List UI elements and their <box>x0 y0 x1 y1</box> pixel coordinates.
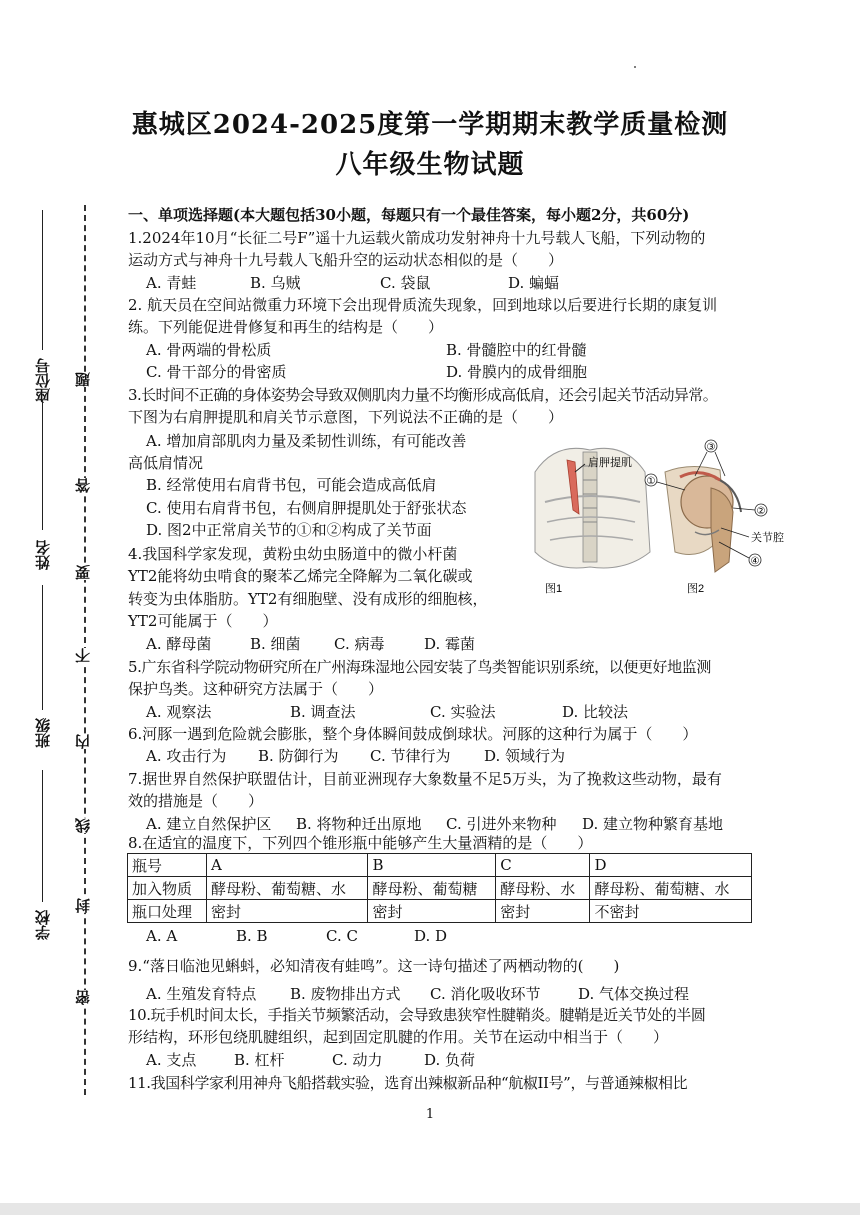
seal-word: 答 <box>74 478 96 493</box>
table-cell: 瓶号 <box>128 854 207 877</box>
shoulder-diagram <box>515 432 795 602</box>
name-label: 姓名 <box>34 540 52 570</box>
seal-word: 线 <box>74 818 96 833</box>
seal-word: 题 <box>74 372 96 387</box>
q6-option-c: C. 节律行为 <box>370 747 451 765</box>
fig1-caption: 图1 <box>545 583 563 595</box>
q2-text: 2. 航天员在空间站微重力环境下会出现骨质流失现象，回到地球以后要进行长期的康复训 <box>128 296 718 314</box>
class-field[interactable] <box>42 585 43 710</box>
seal-word: 密 <box>74 990 96 1005</box>
table-cell: 酵母粉、水 <box>496 877 590 900</box>
seal-word: 要 <box>74 565 96 580</box>
q9-option-d: D. 气体交换过程 <box>578 985 690 1003</box>
q3-option-a: A. 增加肩部肌肉力量及柔韧性训练，有可能改善 <box>146 432 467 450</box>
q3-option-c: C. 使用右肩背书包，右侧肩胛提肌处于舒张状态 <box>146 499 467 517</box>
q8-table <box>127 853 752 923</box>
table-cell: 密封 <box>207 900 368 923</box>
fig2-mark-2: ② <box>756 506 766 517</box>
table-row <box>128 877 752 900</box>
q8-option-b: B. B <box>236 927 268 945</box>
q3-option-a-cont: 高低肩情况 <box>128 454 204 472</box>
exam-title: 惠城区2024-2025度第一学期期末教学质量检测 <box>131 110 729 140</box>
q5-option-b: B. 调查法 <box>290 703 356 721</box>
q4-text: YT2可能属于（ ） <box>128 612 278 630</box>
q5-text: 保护鸟类。这种研究方法属于（ ） <box>128 680 384 698</box>
table-row <box>128 900 752 923</box>
fig2-mark-1: ① <box>646 476 656 487</box>
fig2-cavity-label: 关节腔 <box>751 532 784 544</box>
q9-option-b: B. 废物排出方式 <box>290 985 401 1003</box>
class-label: 班级 <box>34 718 52 748</box>
q3-option-b: B. 经常使用右肩背书包，可能会造成高低肩 <box>146 476 437 494</box>
table-cell: 瓶口处理 <box>128 900 207 923</box>
fig2-mark-3: ③ <box>706 442 716 453</box>
q2-option-b: B. 骨髓腔中的红骨髓 <box>446 341 587 359</box>
q8-option-a: A. A <box>146 927 178 945</box>
table-cell: 酵母粉、葡萄糖 <box>368 877 496 900</box>
exam-subtitle: 八年级生物试题 <box>335 150 525 180</box>
q9-text: 9.“落日临池见蝌蚪，必知清夜有蛙鸣”。这一诗句描述了两栖动物的( ) <box>128 957 620 975</box>
q9-option-c: C. 消化吸收环节 <box>430 985 541 1003</box>
table-cell: 密封 <box>496 900 590 923</box>
q10-option-c: C. 动力 <box>332 1051 383 1069</box>
q3-figure <box>515 432 795 602</box>
q2-text: 练。下列能促进骨修复和再生的结构是（ ） <box>128 318 444 336</box>
q11-text: 11.我国科学家利用神舟飞船搭载实验，选育出辣椒新品种“航椒II号”，与普通辣椒相比 <box>128 1074 688 1092</box>
q1-option-b: B. 乌贼 <box>250 274 301 292</box>
q6-option-b: B. 防御行为 <box>258 747 339 765</box>
q7-option-d: D. 建立物种繁育基地 <box>582 815 724 833</box>
table-cell: A <box>207 854 368 877</box>
q6-text: 6.河豚一遇到危险就会膨胀，整个身体瞬间鼓成倒球状。河豚的这种行为属于（ ） <box>128 725 698 743</box>
q4-text: YT2能将幼虫啃食的聚苯乙烯完全降解为二氧化碳或 <box>128 567 473 585</box>
q5-option-a: A. 观察法 <box>146 703 212 721</box>
page-number: 1 <box>425 1107 435 1122</box>
name-field[interactable] <box>42 400 43 530</box>
q5-option-c: C. 实验法 <box>430 703 496 721</box>
seal-word: 封 <box>74 898 96 913</box>
q5-text: 5.广东省科学院动物研究所在广州海珠湿地公园安装了鸟类智能识别系统，以便更好地监测 <box>128 658 711 676</box>
figure2-joint <box>665 466 741 572</box>
table-cell: B <box>368 854 496 877</box>
fig2-mark-4: ④ <box>750 556 760 567</box>
q1-option-d: D. 蝙蝠 <box>508 274 560 292</box>
q9-option-a: A. 生殖发育特点 <box>146 985 257 1003</box>
seal-word: 不 <box>74 648 96 663</box>
q3-text: 3.长时间不正确的身体姿势会导致双侧肌肉力量不均衡形成高低肩，还会引起关节活动异常。 <box>128 386 718 404</box>
q4-option-b: B. 细菌 <box>250 635 301 653</box>
q8-text: 8.在适宜的温度下，下列四个锥形瓶中能够产生大量酒精的是（ ） <box>128 834 593 852</box>
scan-dot <box>634 66 636 68</box>
fig2-caption: 图2 <box>687 583 705 595</box>
q10-option-b: B. 杠杆 <box>234 1051 285 1069</box>
q7-option-a: A. 建立自然保护区 <box>146 815 272 833</box>
table-cell: 酵母粉、葡萄糖、水 <box>207 877 368 900</box>
q4-text: 转变为虫体脂肪。YT2有细胞壁、没有成形的细胞核， <box>128 590 488 608</box>
q5-option-d: D. 比较法 <box>562 703 629 721</box>
fig1-muscle-label: 肩胛提肌 <box>588 457 632 469</box>
school-label: 学校 <box>34 910 52 940</box>
q10-option-a: A. 支点 <box>146 1051 197 1069</box>
table-cell: C <box>496 854 590 877</box>
scan-bottom-bar <box>0 1203 860 1215</box>
table-cell: 密封 <box>368 900 496 923</box>
q4-option-a: A. 酵母菌 <box>146 635 212 653</box>
table-cell: 不密封 <box>590 900 752 923</box>
q2-option-a: A. 骨两端的骨松质 <box>146 341 272 359</box>
table-row <box>128 854 752 877</box>
q2-option-c: C. 骨干部分的骨密质 <box>146 363 287 381</box>
q7-option-c: C. 引进外来物种 <box>446 815 557 833</box>
q1-text: 运动方式与神舟十九号载人飞船升空的运动状态相似的是（ ） <box>128 251 564 269</box>
q10-text: 10.玩手机时间太长，手指关节频繁活动，会导致患狭窄性腱鞘炎。腱鞘是近关节处的半圆 <box>128 1006 706 1024</box>
q8-option-d: D. D <box>414 927 448 945</box>
table-cell: 加入物质 <box>128 877 207 900</box>
q4-text: 4.我国科学家发现，黄粉虫幼虫肠道中的微小杆菌 <box>128 545 458 563</box>
q4-option-c: C. 病毒 <box>334 635 385 653</box>
table-cell: D <box>590 854 752 877</box>
section-heading: 一、单项选择题(本大题包括30小题，每题只有一个最佳答案，每小题2分，共60分) <box>128 206 690 224</box>
table-cell: 酵母粉、葡萄糖、水 <box>590 877 752 900</box>
school-field[interactable] <box>42 770 43 902</box>
q1-option-a: A. 青蛙 <box>146 274 197 292</box>
q3-option-d: D. 图2中正常肩关节的①和②构成了关节面 <box>146 521 432 539</box>
q3-text: 下图为右肩胛提肌和肩关节示意图，下列说法不正确的是（ ） <box>128 408 564 426</box>
q8-option-c: C. C <box>326 927 358 945</box>
q6-option-d: D. 领域行为 <box>484 747 566 765</box>
q7-text: 效的措施是（ ） <box>128 792 264 810</box>
q1-text: 1.2024年10月“长征二号F”遥十九运载火箭成功发射神舟十九号载人飞船，下列动物的 <box>128 229 706 247</box>
seal-word: 内 <box>74 734 96 749</box>
q7-option-b: B. 将物种迁出原地 <box>296 815 422 833</box>
q2-option-d: D. 骨膜内的成骨细胞 <box>446 363 588 381</box>
q1-option-c: C. 袋鼠 <box>380 274 431 292</box>
q10-option-d: D. 负荷 <box>424 1051 476 1069</box>
q6-option-a: A. 攻击行为 <box>146 747 227 765</box>
q10-text: 形结构，环形包绕肌腱组织，起到固定肌腱的作用。关节在运动中相当于（ ） <box>128 1028 669 1046</box>
q4-option-d: D. 霉菌 <box>424 635 476 653</box>
q7-text: 7.据世界自然保护联盟估计，目前亚洲现存大象数量不足5万头，为了挽救这些动物，最有 <box>128 770 722 788</box>
seat-number-field[interactable] <box>42 210 43 350</box>
seat-number-label: 座位号 <box>34 358 52 403</box>
